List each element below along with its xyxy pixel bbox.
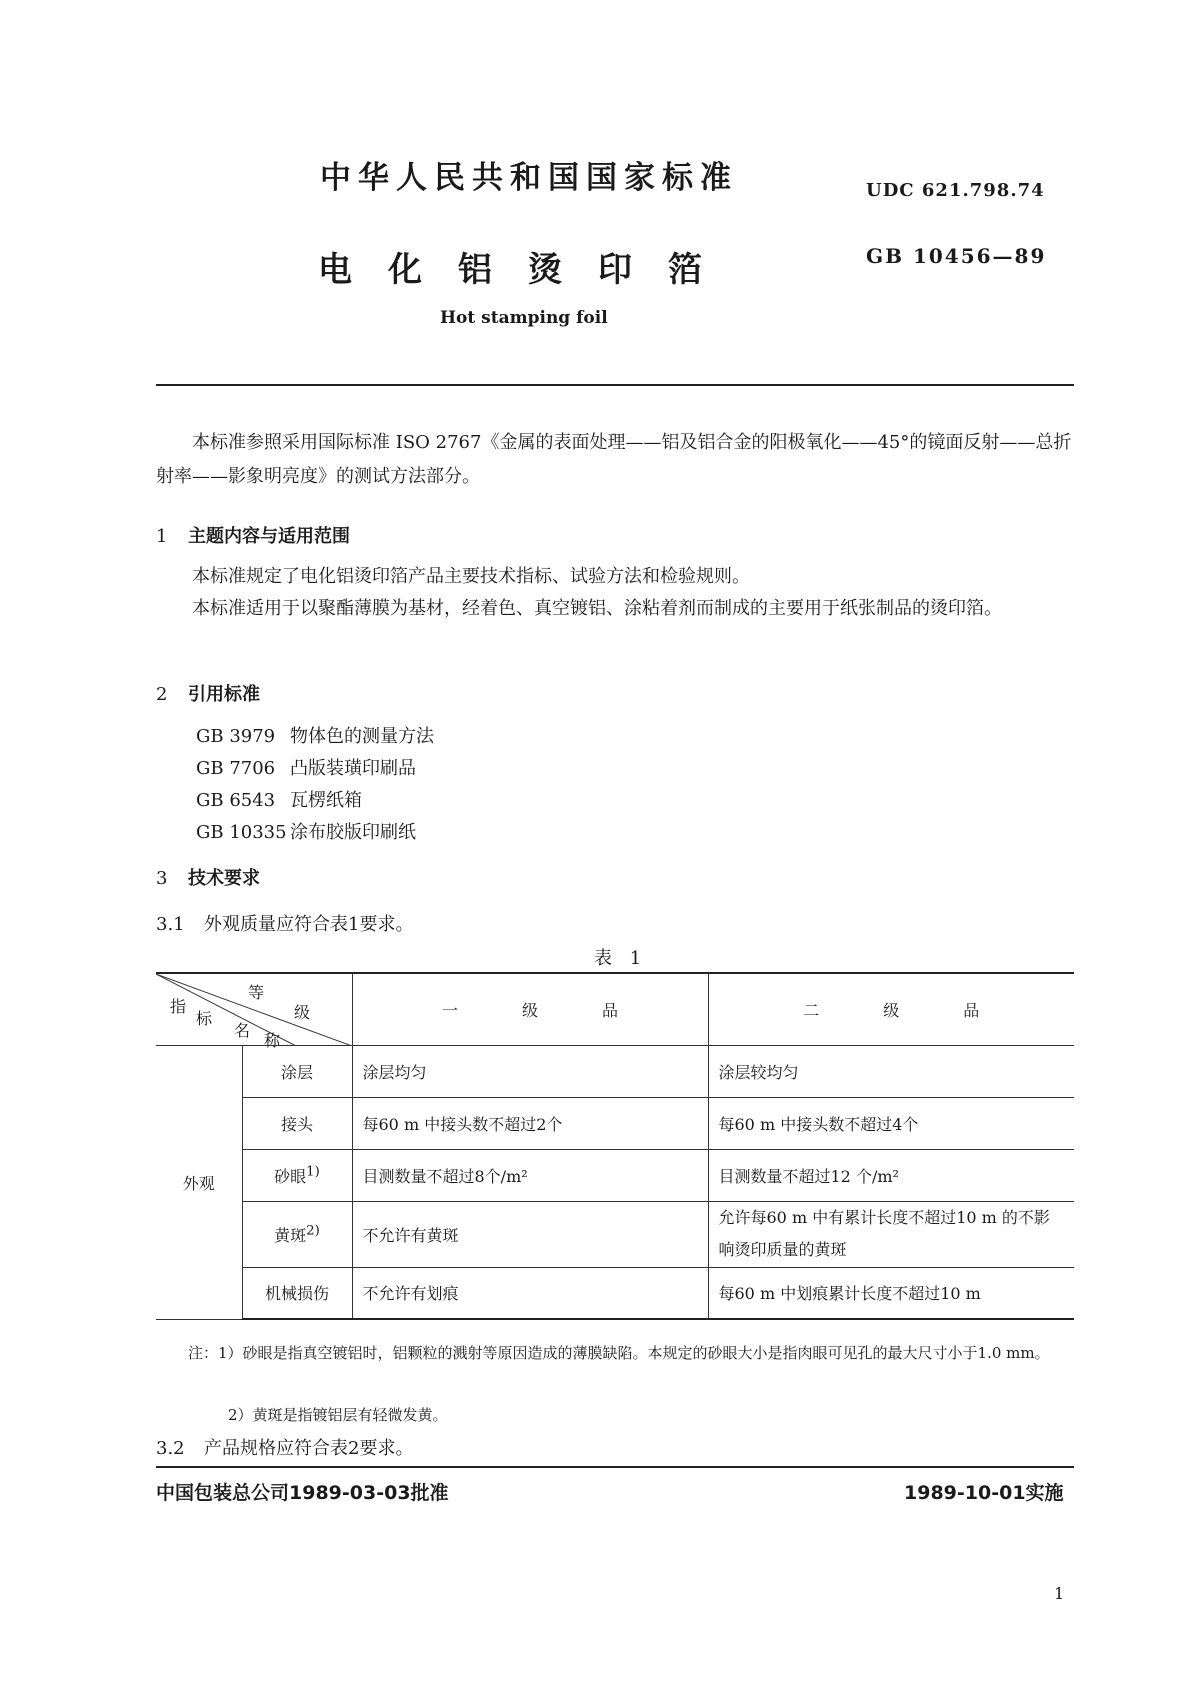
grade-2-cell: 每60 m 中接头数不超过4个 [708, 1097, 1074, 1149]
approval-line: 中国包装总公司1989-03-03批准 [156, 1482, 449, 1504]
grade-2-cell: 目测数量不超过12 个/m² [708, 1149, 1074, 1201]
section-3-heading [156, 864, 260, 890]
national-standard-heading: 中华人民共和国国家标准 [320, 160, 738, 196]
section-1-paragraph-1: 本标准规定了电化铝烫印箔产品主要技术指标、试验方法和检验规则。 [192, 566, 750, 587]
corner-label: 指 [170, 997, 187, 1016]
grade-2-header [708, 973, 1074, 1045]
item-note-ref: 2) [306, 1223, 320, 1239]
corner-label: 级 [294, 1003, 311, 1022]
grade-2-cell: 每60 m 中划痕累计长度不超过10 m [708, 1267, 1074, 1319]
grade-char: 一 [441, 1000, 458, 1020]
grade-char: 二 [803, 1000, 820, 1020]
item-cell [242, 1149, 352, 1201]
section-number: 1 [156, 526, 168, 547]
table-row [156, 1201, 1074, 1267]
corner-label: 名 [234, 1021, 251, 1040]
clause-3-2 [156, 1434, 413, 1460]
grade-1-cell: 涂层均匀 [352, 1045, 708, 1097]
udc-code: UDC 621.798.74 [866, 180, 1045, 201]
page-number: 1 [1054, 1584, 1065, 1603]
corner-label: 称 [264, 1031, 281, 1050]
reference-item [196, 786, 362, 812]
reference-item [196, 818, 416, 844]
grade-1-cell: 目测数量不超过8个/m² [352, 1149, 708, 1201]
grade-1-cell: 不允许有划痕 [352, 1267, 708, 1319]
section-number: 3 [156, 868, 168, 889]
item-name: 黄斑 [274, 1225, 307, 1245]
section-title: 技术要求 [188, 868, 260, 889]
grade-1-cell: 每60 m 中接头数不超过2个 [352, 1097, 708, 1149]
footer-divider [156, 1466, 1074, 1468]
english-title: Hot stamping foil [440, 308, 608, 328]
title-char: 印 [598, 250, 632, 290]
reference-code: GB 6543 [196, 790, 276, 811]
corner-label: 标 [196, 1009, 213, 1028]
section-1-heading [156, 522, 350, 548]
group-cell: 外观 [156, 1045, 242, 1319]
item-name: 涂层 [280, 1062, 313, 1082]
clause-3-1 [156, 910, 413, 936]
reference-item [196, 722, 434, 748]
item-name: 接头 [280, 1114, 313, 1134]
reference-code: GB 7706 [196, 758, 276, 779]
clause-text: 外观质量应符合表1要求。 [204, 914, 414, 935]
effective-date: 1989-10-01实施 [904, 1482, 1064, 1504]
grade-char: 品 [601, 1000, 618, 1020]
item-cell [242, 1267, 352, 1319]
item-name: 机械损伤 [264, 1284, 329, 1304]
table-row [156, 1267, 1074, 1319]
item-cell [242, 1097, 352, 1149]
title-char: 箔 [668, 250, 702, 290]
header-divider [156, 384, 1074, 386]
reference-item [196, 754, 416, 780]
grade-1-cell: 不允许有黄斑 [352, 1201, 708, 1267]
grade-char: 级 [883, 1000, 900, 1020]
table-note-2: 2）黄斑是指镀铝层有轻微发黄。 [228, 1406, 448, 1424]
document-title [318, 242, 738, 291]
table-row [156, 1149, 1074, 1201]
clause-number: 3.1 [156, 914, 185, 935]
section-1-paragraph-2: 本标准适用于以聚酯薄膜为基材，经着色、真空镀铝、涂粘着剂而制成的主要用于纸张制品的烫印箔。 [192, 598, 1002, 619]
reference-name: 凸版装璜印刷品 [290, 758, 416, 779]
title-char: 烫 [528, 250, 562, 290]
grade-2-cell: 允许每60 m 中有累计长度不超过10 m 的不影响烫印质量的黄斑 [708, 1201, 1074, 1267]
grade-char: 级 [521, 1000, 538, 1020]
table-row [156, 1045, 1074, 1097]
corner-label: 等 [248, 983, 265, 1002]
grade-2-cell: 涂层较均匀 [708, 1045, 1074, 1097]
reference-code: GB 10335 [196, 822, 287, 843]
table-header-row [156, 973, 1074, 1045]
item-note-ref: 1) [306, 1164, 320, 1180]
title-char: 铝 [458, 250, 492, 290]
table-corner-cell [156, 973, 352, 1050]
reference-name: 瓦楞纸箱 [290, 790, 362, 811]
title-char: 电 [318, 250, 352, 290]
section-number: 2 [156, 684, 168, 705]
grade-1-header [352, 973, 708, 1045]
item-cell [242, 1201, 352, 1267]
section-title: 主题内容与适用范围 [188, 526, 350, 547]
grade-char: 品 [963, 1000, 980, 1020]
intro-paragraph: 本标准参照采用国际标准 ISO 2767《金属的表面处理——铝及铝合金的阳极氧化——45°的镜面反射——总折射率——影象明亮度》的测试方法部分。 [156, 432, 1072, 487]
section-title: 引用标准 [188, 684, 260, 705]
clause-number: 3.2 [156, 1438, 185, 1459]
item-cell [242, 1045, 352, 1097]
title-char: 化 [388, 250, 422, 290]
reference-name: 物体色的测量方法 [290, 726, 434, 747]
standard-number: GB 10456—89 [866, 244, 1047, 268]
section-2-heading [156, 680, 260, 706]
reference-code: GB 3979 [196, 726, 276, 747]
clause-text: 产品规格应符合表2要求。 [204, 1438, 414, 1459]
item-name: 砂眼 [274, 1166, 307, 1186]
table-note-1: 注：1）砂眼是指真空镀铝时，铝颗粒的溅射等原因造成的薄膜缺陷。本规定的砂眼大小是指肉眼可见孔的最大尺寸小于1.0 mm。 [188, 1344, 1050, 1362]
table-1 [156, 972, 1074, 1320]
table-1-caption: 表 1 [594, 948, 648, 969]
table-row [156, 1097, 1074, 1149]
reference-name: 涂布胶版印刷纸 [290, 822, 416, 843]
